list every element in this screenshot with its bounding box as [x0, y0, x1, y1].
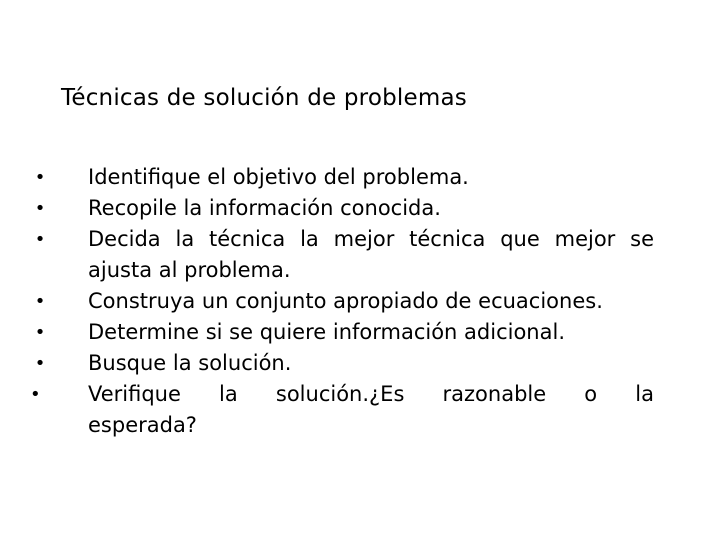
list-item [30, 224, 654, 286]
bullet-icon: • [30, 384, 41, 405]
list-item [30, 379, 654, 441]
bullet-text-line-1: Verifique la solución.¿Es razonable o la [88, 382, 654, 406]
bullet-icon: • [34, 198, 46, 219]
list-item [30, 193, 654, 224]
list-item [30, 348, 654, 379]
bullet-icon: • [34, 291, 46, 312]
bullet-icon: • [34, 229, 46, 250]
slide-title: Técnicas de solución de problemas [61, 85, 467, 111]
bullet-text: Determine si se quiere información adicional. [88, 320, 565, 344]
list-item [30, 286, 654, 317]
bullet-text: Construya un conjunto apropiado de ecuaciones. [88, 289, 603, 313]
bullet-text: Decida la técnica la mejor técnica que mejor se ajusta al problema. [88, 227, 654, 282]
bullet-icon: • [34, 167, 46, 188]
list-item [30, 162, 654, 193]
bullet-list [30, 162, 654, 441]
bullet-text-line-2: esperada? [88, 413, 197, 437]
bullet-text: Recopile la información conocida. [88, 196, 441, 220]
bullet-text: Busque la solución. [88, 351, 292, 375]
bullet-icon: • [34, 322, 46, 343]
bullet-text: Identifique el objetivo del problema. [88, 165, 469, 189]
list-item [30, 317, 654, 348]
bullet-icon: • [34, 353, 46, 374]
